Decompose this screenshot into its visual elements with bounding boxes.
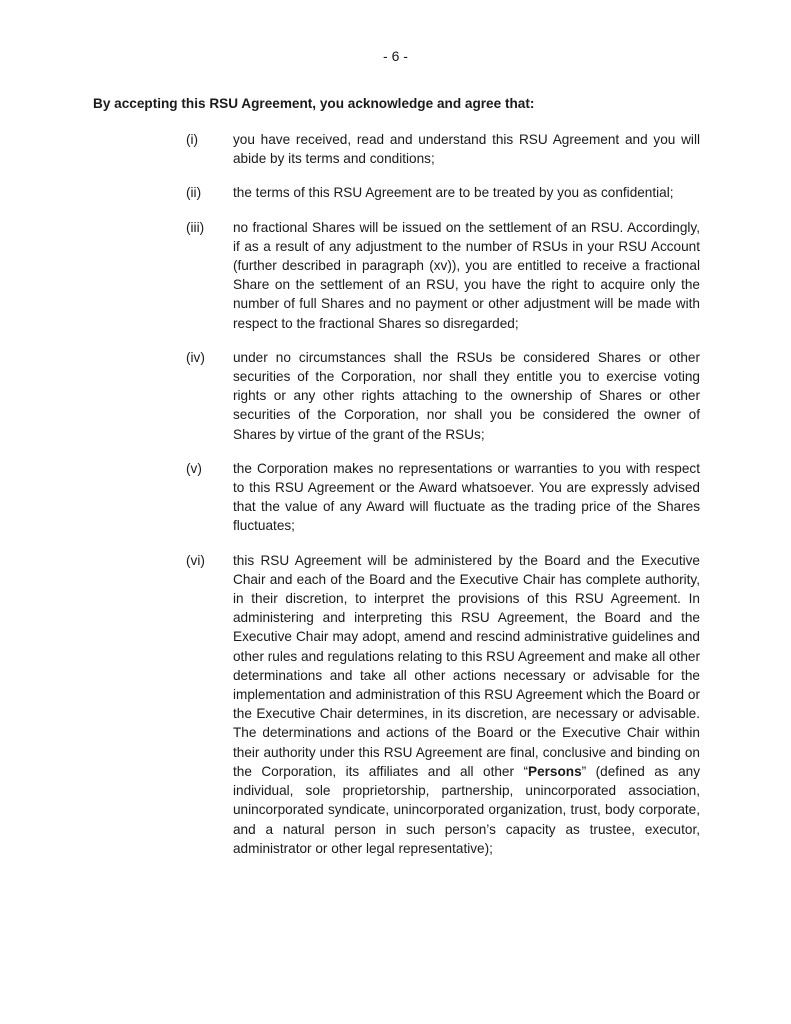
- clause-text: [233, 551, 700, 858]
- clause-number: (iv): [186, 349, 205, 365]
- clause-text-after: ” (defined as any individual, sole proprietorship, partnership, unincorporated association, unincorporated syndicate, unincorporated organization, trust, body corporate, and a natural person in such person’s capacity as trustee, executor, administrator or other legal representative);: [233, 763, 700, 856]
- clause-ii: [186, 183, 700, 202]
- clause-text: the terms of this RSU Agreement are to be treated by you as confidential;: [233, 185, 674, 201]
- clause-text: no fractional Shares will be issued on the settlement of an RSU. Accordingly, if as a result of any adjustment to the number of RSUs in your RSU Account (further described in paragraph (xv)), you are entitled to receive a fractional Share on the settlement of an RSU, you have the right to acquire only the number of full Shares and no payment or other adjustment will be made with respect to the fractional Shares so disregarded;: [233, 219, 700, 331]
- defined-term-persons: Persons: [528, 763, 582, 779]
- clause-iii: [186, 218, 700, 333]
- clause-iv: [186, 348, 700, 444]
- clause-v: [186, 459, 700, 536]
- clause-number: (ii): [186, 185, 202, 201]
- intro-heading: By accepting this RSU Agreement, you acknowledge and agree that:: [93, 96, 535, 111]
- clause-text: the Corporation makes no representations or warranties to you with respect to this RSU Agreement or the Award whatsoever. You are expressly advised that the value of any Award will fluctuate as the trading price of the Shares fluctuates;: [233, 460, 700, 534]
- clause-number: (i): [186, 132, 199, 147]
- clause-text: you have received, read and understand this RSU Agreement and you will abide by its terms and conditions;: [233, 132, 700, 167]
- clause-number: (v): [186, 460, 202, 476]
- clause-i: [186, 130, 700, 168]
- clause-text: under no circumstances shall the RSUs be considered Shares or other securities of the Corporation, nor shall they entitle you to exercise voting rights or any other rights attaching to the ownership of Shares or other securities of the Corporation, nor shall you be considered the owner of Shares by virtue of the grant of the RSUs;: [233, 349, 700, 442]
- clause-list: [186, 130, 700, 873]
- clause-text-before: this RSU Agreement will be administered by the Board and the Executive Chair and each of the Board and the Executive Chair has complete authority, in their discretion, to interpret the provisions of this RSU Agreement. In administering and interpreting this RSU Agreement, the Board and the Executive Chair may adopt, amend and rescind administrative guidelines and other rules and regulations relating to this RSU Agreement and make all other determinations and take all other actions necessary or advisable for the implementation and administration of this RSU Agreement which the Board or the Executive Chair determines, in its discretion, are necessary or advisable. The determinations and actions of the Board or the Executive Chair within their authority under this RSU Agreement are final, conclusive and binding on the Corporation, its affiliates and all other “: [233, 552, 700, 779]
- clause-number: (vi): [186, 552, 205, 568]
- clause-number: (iii): [186, 219, 205, 235]
- page-number: - 6 -: [383, 48, 408, 64]
- clause-vi: [186, 551, 700, 858]
